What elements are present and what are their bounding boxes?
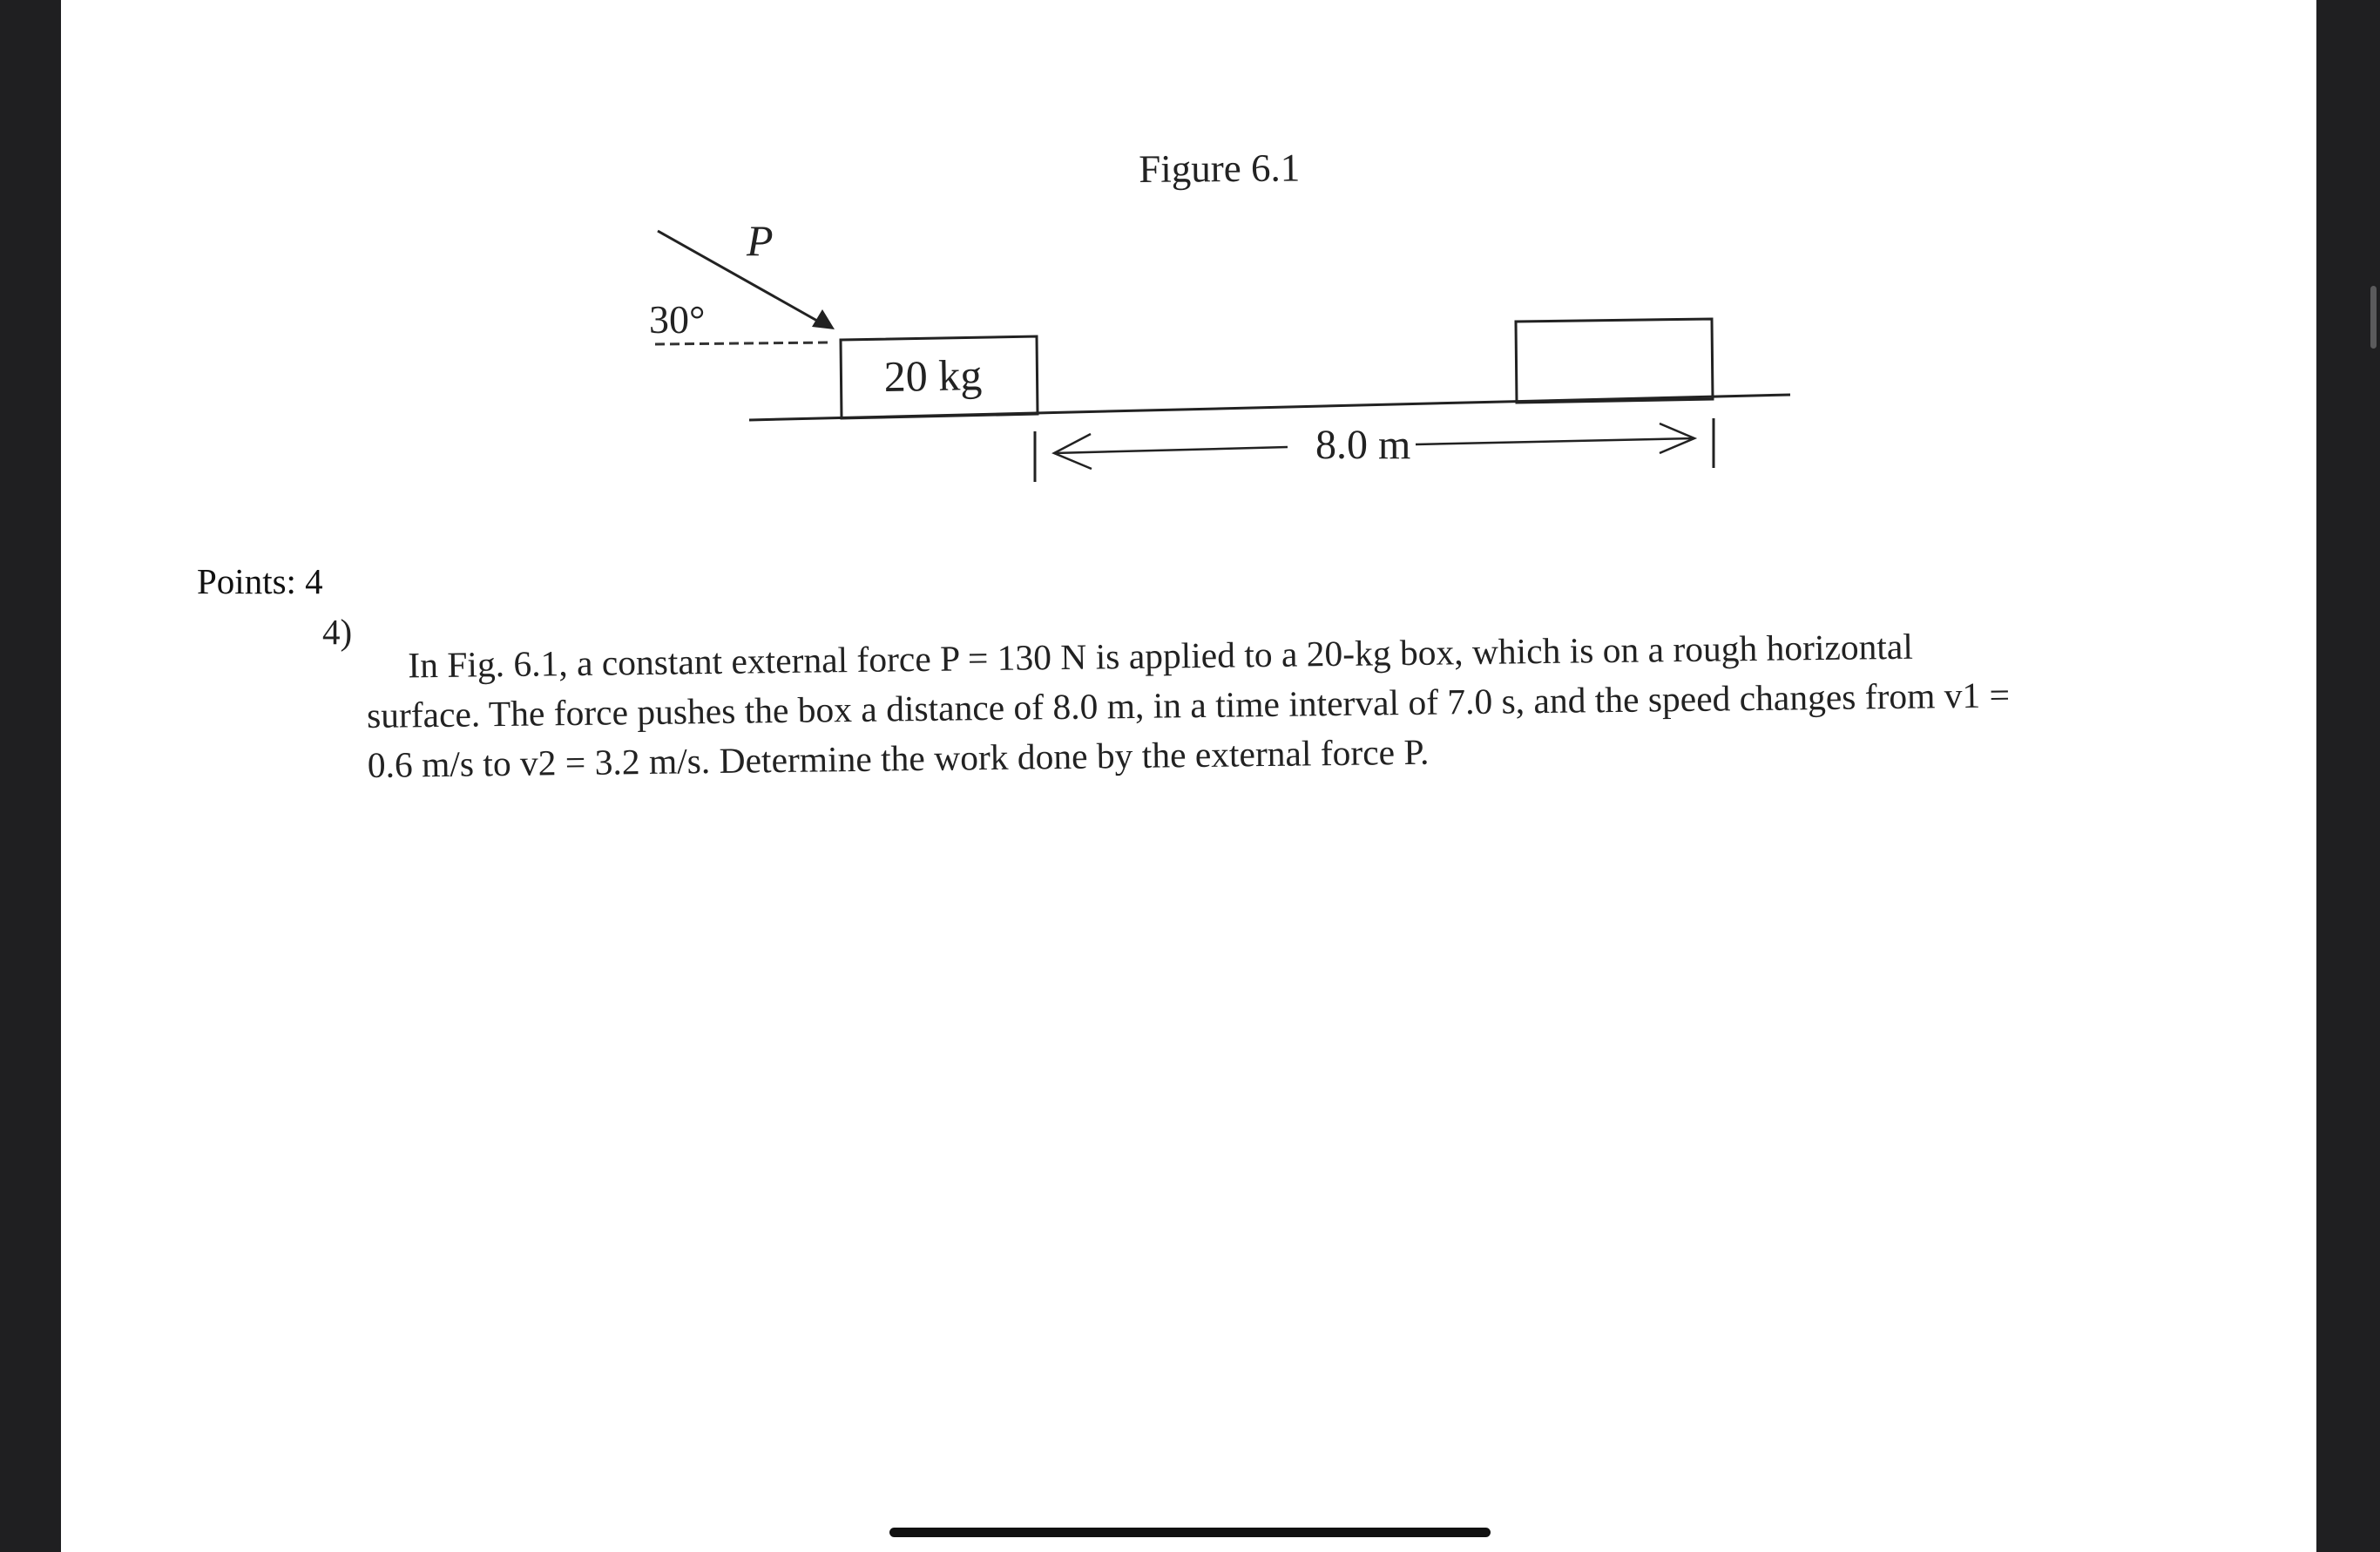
figure-title: Figure 6.1: [1139, 146, 1301, 191]
question-number: 4): [322, 612, 353, 652]
home-indicator[interactable]: [889, 1528, 1491, 1537]
question-line: 0.6 m/s to v2 = 3.2 m/s. Determine the work done by the external force P.: [367, 731, 1430, 785]
distance-left-arrow: [1054, 447, 1288, 453]
question-line: In Fig. 6.1, a constant external force P = 130 N is applied to a 20-kg box, which is on a rough horizontal: [408, 626, 1914, 686]
distance-label: 8.0 m: [1315, 422, 1411, 468]
question-line: surface. The force pushes the box a distance of 8.0 m, in a time interval of 7.0 s, and the speed changes from v1 =: [366, 674, 2011, 735]
reference-dashed-line: [655, 342, 832, 344]
angle-label: 30°: [649, 297, 706, 342]
box-final-position: [1516, 319, 1713, 403]
box-mass-label: 20 kg: [883, 350, 983, 401]
distance-right-arrow: [1416, 438, 1694, 444]
force-label: P: [747, 216, 774, 265]
points-label: Points: 4: [197, 561, 323, 601]
question-text: [366, 618, 2214, 790]
